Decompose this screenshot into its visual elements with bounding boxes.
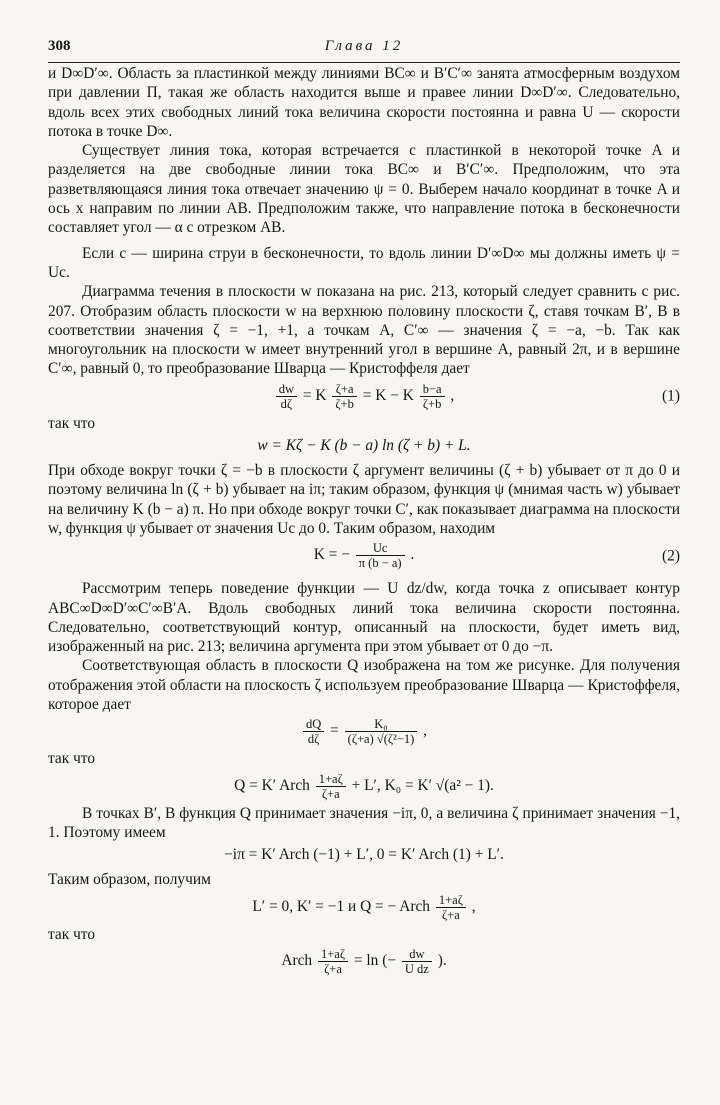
connector-text: так что [48,925,96,943]
equation-q: Q = K′ Arch $\frac{1+a\zeta}{\zeta+a}$ + L′, K₀ = K′ √(a² − 1). [234,771,494,801]
equation-number: (2) [662,547,680,565]
equation-dq: $\frac{dQ}{d\zeta}$ = $\frac{\text{K₀}}{\text{(ζ+a) √(ζ²−1)}}$ , [48,717,680,746]
chapter-title: Глава 12 [324,38,404,54]
connector-text: так что [48,414,96,432]
equation-w: w = Kζ − K (b − a) ln (ζ + b) + L. [257,437,471,455]
paragraph: Если c — ширина струи в бесконечности, то вдоль линии D′∞D∞ мы должны иметь ψ = Uc. [48,244,680,281]
paragraph: Рассмотрим теперь поведение функции — U dz/dw, когда точка z описывает контур ABC∞D∞D′∞C′∞B′A. Вдоль свободных линий тока величина скорости постоянна. Следовательно, соответствующий контур, описанный на плоскости, будет иметь вид, изображенный на рис. 213; величина аргумента при этом убывает от 0 до −π. [48,580,680,656]
connector-text: так что [48,750,96,768]
paragraph: Существует линия тока, которая встречается с пластинкой в некоторой точке A и разделяется на две свободные линии тока BC∞ и B′C′∞. Предположим, что эта разветвляющаяся линия тока отвечает значению ψ = 0. Выберем начало координат в точке A и ось x направим по линии AB. Предположим также, что направление потока в бесконечности составляет угол — α с отрезком AB. [48,142,680,237]
paragraph: Соответствующая область в плоскости Q изображена на том же рисунке. Для получения отображения этой области на плоскость ζ используем преобразование Шварца — Кристоффеля, которое дает [48,657,680,714]
equation-2: K = − $\frac{Uc}{\pi (b - a)}$ . (2) [313,541,680,571]
paragraph: и D∞D′∞. Область за пластинкой между линиями BC∞ и B′C′∞ занята атмосферным воздухом при давлении П, такая же область находится выше и правее линии D∞D′∞. Следовательно, вдоль всех этих свободных линий тока величина скорости постоянна и равна U — скорости потока в точке D∞. [48,65,680,140]
equation-1: $\frac{dw}{d\zeta}$ = K $\frac{\zeta+a}{\zeta+b}$ = K − K $\frac{b-a}{\zeta+b}$ , (1) [48,382,680,411]
paragraph: Диаграмма течения в плоскости w показана на рис. 213, который следует сравнить с рис. 207. Отобразим область плоскости w на верхнюю половину плоскости ζ, ставя точкам B′, B в соответствии значения ζ = −1, +1, а точкам A, C′∞ — значения ζ = −a, −b. Так как многоугольник на плоскости w имеет внутренний угол в вершине A, равный 2π, и в вершине C′∞, равный 0, то преобразование Шварца — Кристоффеля дает [48,283,680,378]
running-header [48,34,680,63]
equation-number: (1) [662,387,680,405]
page-body [48,64,680,979]
connector-text: Таким образом, получим [48,871,211,889]
equation-arch: −iπ = K′ Arch (−1) + L′, 0 = K′ Arch (1) + L′. [224,846,504,864]
paragraph: В точках B′, B функция Q принимает значения −iπ, 0, а величина ζ принимает значения −1, 1. Поэтому имеем [48,804,680,841]
paragraph: При обходе вокруг точки ζ = −b в плоскости ζ аргумент величины (ζ + b) убывает от π до 0 и поэтому величина ln (ζ + b) убывает на iπ; таким образом, функция ψ (мнимая часть w) убывает на величину K (b − a) π. Но при обходе вокруг точки C′, как показывает диаграмма на плоскости w, функция ψ убывает от значения Uc до 0. Таким образом, находим [48,462,680,537]
equation-l: L′ = 0, K′ = −1 и Q = − Arch $\frac{1+a\zeta}{\zeta+a}$ , [252,892,476,922]
equation-final: Arch $\frac{1+a\zeta}{\zeta+a}$ = ln (− $\frac{dw}{\text{U dz}}$ ). [281,946,447,976]
page-number: 308 [48,38,71,54]
